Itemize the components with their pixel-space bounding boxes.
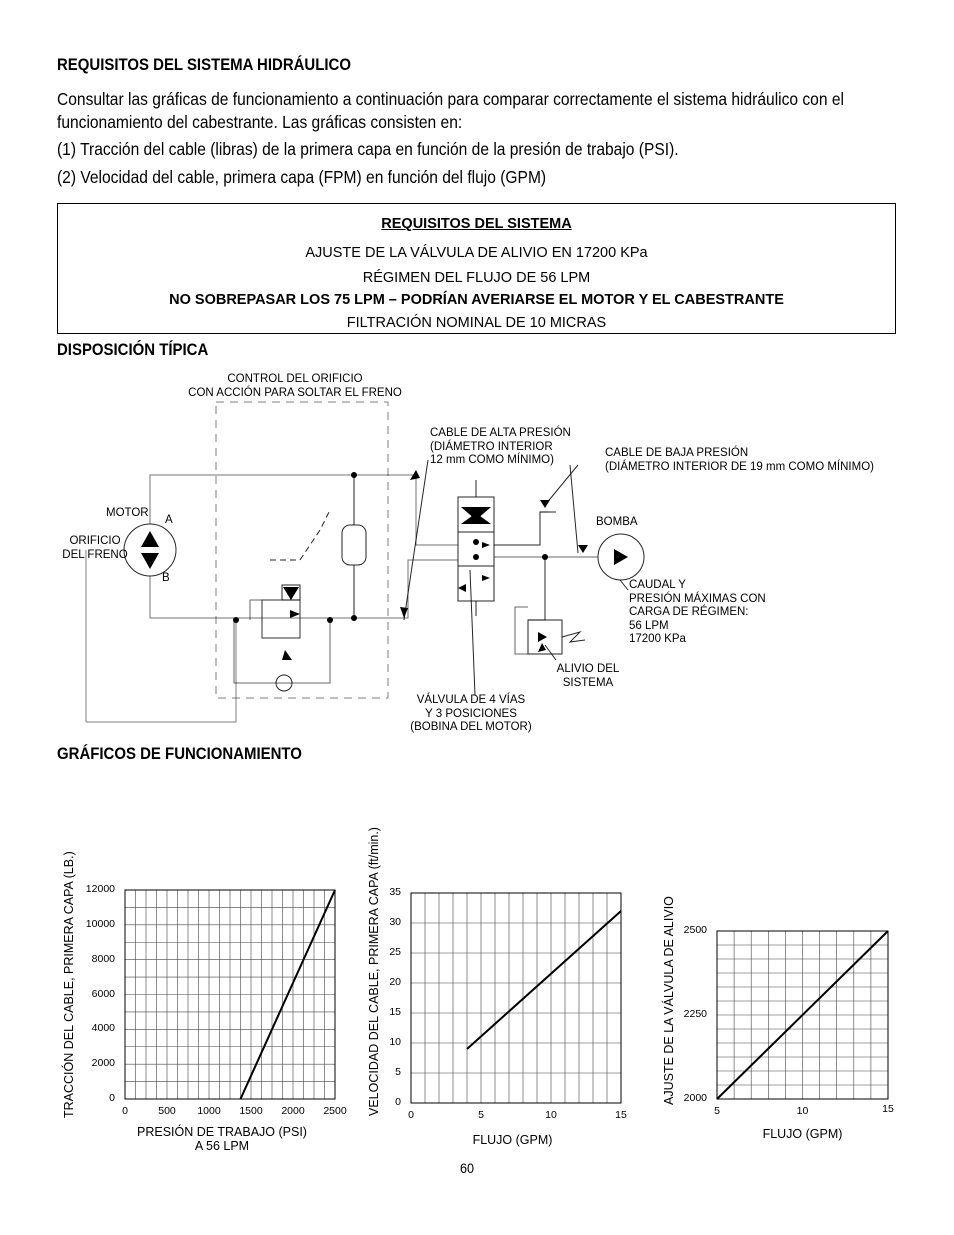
label-system-relief [548,663,628,690]
requirements-title: REQUISITOS DEL SISTEMA [381,216,572,232]
chart2-xlabel: FLUJO (GPM) [472,1133,553,1147]
label-brake-port-line2: DEL FRENO [62,548,128,561]
y-tick-label: 6000 [91,987,115,1000]
label-four-way-valve-line1: VÁLVULA DE 4 VÍAS [416,694,526,706]
requirement-relief-setting: AJUSTE DE LA VÁLVULA DE ALIVIO EN 17200 KPa [305,245,648,261]
x-tick-label: 5 [714,1105,720,1117]
label-motor: MOTOR [106,507,149,519]
label-pump: BOMBA [596,516,638,528]
x-tick-label: 1500 [239,1105,263,1117]
label-orifice-control [170,373,420,400]
x-tick-label: 2500 [323,1105,347,1117]
y-tick-label: 0 [109,1092,115,1104]
y-tick-label: 2500 [683,924,707,936]
y-tick-label: 2000 [91,1057,115,1070]
label-pump-spec-line4: 56 LPM [629,619,669,632]
chart1-xlabel-line2: A 56 LPM [194,1139,250,1153]
y-tick-label: 30 [389,916,401,928]
label-high-pressure [430,427,571,468]
label-pump-spec-line3: CARGA DE RÉGIMEN: [629,606,749,618]
y-tick-label: 4000 [91,1022,115,1035]
x-tick-label: 500 [158,1105,176,1117]
label-four-way-valve-line2: Y 3 POSICIONES [425,707,517,720]
list-item-2: (2) Velocidad del cable, primera capa (FPM) en función del flujo (GPM) [57,167,547,187]
y-tick-label: 10000 [85,917,115,930]
page-number: 60 [460,1160,475,1176]
x-tick-label: 15 [882,1103,894,1115]
label-pump-spec-line2: PRESIÓN MÁXIMAS CON [629,592,766,605]
x-tick-label: 10 [796,1105,809,1117]
chart1-xlabel [120,1125,324,1153]
y-tick-label: 2250 [683,1008,707,1020]
label-low-pressure-line2: (DIÁMETRO INTERIOR DE 19 mm COMO MÍNIMO) [605,460,874,473]
x-tick-label: 0 [408,1109,414,1121]
requirement-filtration: FILTRACIÓN NOMINAL DE 10 MICRAS [346,315,607,331]
label-system-relief-line2: SISTEMA [562,676,614,689]
label-pump-spec-line5: 17200 KPa [629,633,686,645]
y-tick-label: 10 [389,1036,401,1048]
label-low-pressure-line1: CABLE DE BAJA PRESIÓN [605,447,749,459]
requirement-warning: NO SOBREPASAR LOS 75 LPM – PODRÍAN AVERIARSE EL MOTOR Y EL CABESTRANTE [169,292,784,308]
x-tick-label: 1000 [197,1105,221,1117]
label-orifice-control-line1: CONTROL DEL ORIFICIO [227,373,363,385]
label-brake-port-line1: ORIFICIO [69,535,121,547]
label-low-pressure [605,447,874,474]
chart1-xlabel-line1: PRESIÓN DE TRABAJO (PSI) [137,1125,307,1139]
x-tick-label: 5 [478,1109,484,1121]
label-brake-port [55,535,135,562]
y-tick-label: 5 [395,1066,401,1078]
x-tick-label: 15 [615,1109,627,1121]
chart1-ylabel: TRACCIÓN DEL CABLE, PRIMERA CAPA (LB.) [62,851,76,1118]
label-pump-spec [629,579,766,647]
label-pump-spec-line1: CAUDAL Y [629,579,686,591]
label-port-b: B [162,572,170,584]
label-high-pressure-line1: CABLE DE ALTA PRESIÓN [430,427,571,439]
intro-line-2: funcionamiento del cabestrante. Las gráficas consisten en: [57,112,463,132]
label-high-pressure-line2: (DIÁMETRO INTERIOR [430,440,553,453]
chart3-ylabel: AJUSTE DE LA VÁLVULA DE ALIVIO [662,896,676,1105]
requirement-flow-rate: RÉGIMEN DEL FLUJO DE 56 LPM [362,270,591,286]
chart2-ylabel: VELOCIDAD DEL CABLE, PRIMERA CAPA (ft/min.) [367,827,381,1116]
y-tick-label: 2000 [683,1092,707,1104]
y-tick-label: 0 [395,1096,401,1108]
y-tick-label: 20 [389,976,401,988]
y-tick-label: 25 [389,946,401,958]
x-tick-label: 2000 [281,1105,305,1117]
label-system-relief-line1: ALIVIO DEL [556,663,620,675]
x-tick-label: 0 [122,1105,128,1117]
y-tick-label: 15 [389,1006,401,1018]
label-four-way-valve-line3: (BOBINA DEL MOTOR) [410,721,532,733]
list-item-1: (1) Tracción del cable (libras) de la primera capa en función de la presión de trabajo (PSI). [57,139,679,159]
chart3-xlabel: FLUJO (GPM) [762,1127,843,1141]
y-tick-label: 35 [389,886,401,898]
section-heading-hydraulic: REQUISITOS DEL SISTEMA HIDRÁULICO [57,55,351,74]
label-orifice-control-line2: CON ACCIÓN PARA SOLTAR EL FRENO [188,386,402,399]
section-heading-layout: DISPOSICIÓN TÍPICA [57,340,209,359]
label-four-way-valve [395,694,547,735]
intro-line-1: Consultar las gráficas de funcionamiento a continuación para comparar correctamente el sistema hidráulico con el [57,89,844,109]
x-tick-label: 10 [545,1109,557,1121]
label-high-pressure-line3: 12 mm COMO MÍNIMO) [430,454,554,466]
y-tick-label: 8000 [91,952,115,965]
y-tick-label: 12000 [85,883,115,895]
section-heading-performance: GRÁFICOS DE FUNCIONAMIENTO [57,744,302,763]
label-port-a: A [165,514,173,526]
